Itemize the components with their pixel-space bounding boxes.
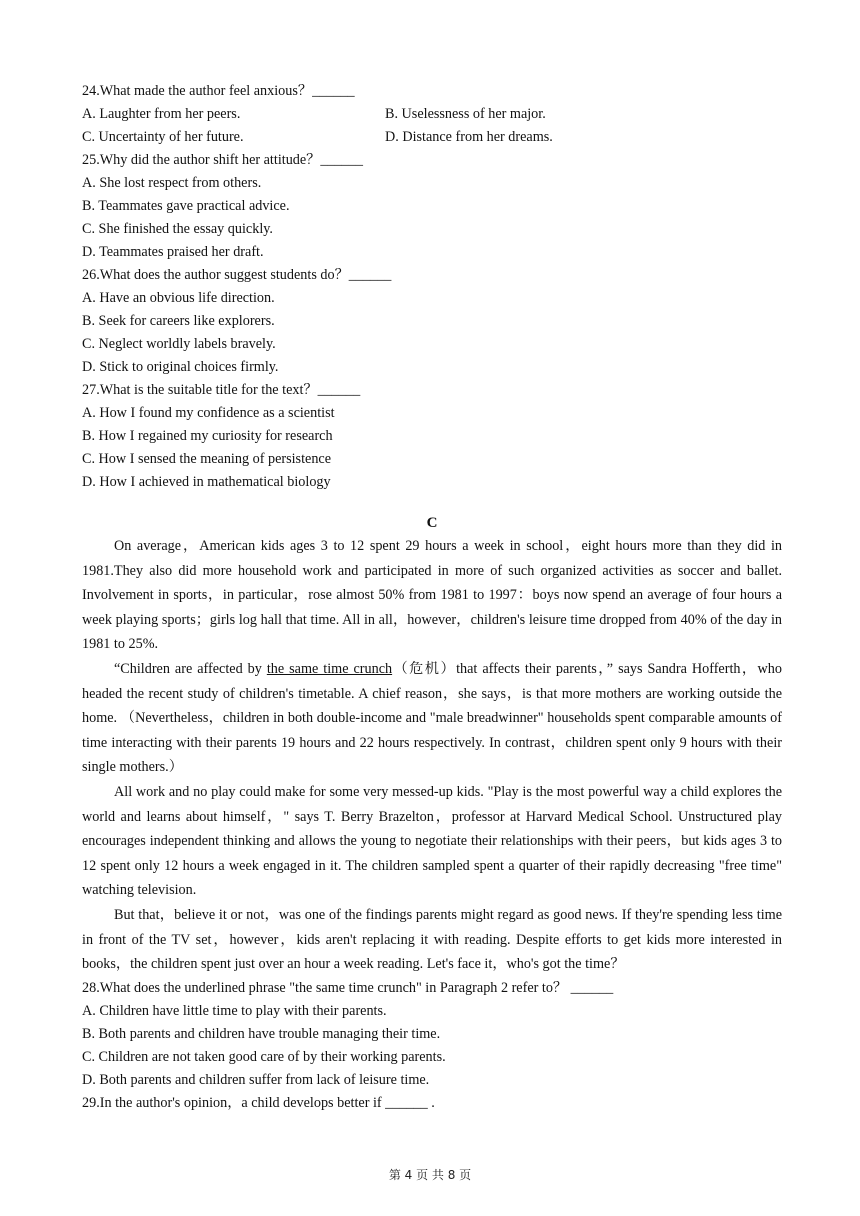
- question-stem: 25.Why did the author shift her attitude？______: [82, 152, 363, 168]
- option-d: D. How I achieved in mathematical biology: [82, 474, 331, 490]
- option-b: B. Teammates gave practical advice.: [82, 198, 290, 214]
- option-d: D. Distance from her dreams.: [385, 129, 553, 145]
- question-25: [82, 149, 782, 264]
- page-footer: 第 4 页 共 8 页: [388, 1168, 472, 1182]
- option-c: C. Children are not taken good care of by their working parents.: [82, 1048, 446, 1065]
- option-row: [82, 126, 782, 149]
- question-stem: 26.What does the author suggest students do？______: [82, 267, 392, 283]
- passage-c: [82, 534, 782, 977]
- exam-page: [82, 80, 782, 1115]
- paragraph-2-rest: （危机）that affects their parents，” says Sandra Hofferth，who headed the recent study of children's timetable. A chief reason，she says，is that more mothers are working outside the home. （Nevertheless，children in both double-income and "male breadwinner" households spent comparable amounts of time interacting with their parents 19 hours and 22 hours respectively. In contrast，children spent only 9 hours with their single mothers.）: [82, 660, 782, 776]
- option-b: B. Uselessness of her major.: [385, 106, 546, 122]
- question-24: [82, 80, 782, 149]
- option-row: [82, 103, 782, 126]
- question-26: [82, 264, 782, 379]
- option-b: B. Seek for careers like explorers.: [82, 313, 275, 329]
- option-a: A. She lost respect from others.: [82, 175, 262, 191]
- passage-paragraph-3: All work and no play could make for some very messed-up kids. "Play is the most powerful way a child explores the world and learns about himself，" says T. Berry Brazelton，professor at Harvard Medical School. Unstructured play encourages independent thinking and allows the young to negotiate their relationships with their peers，but kids ages 3 to 12 spent only 12 hours a week engaged in it. The children sampled spent a quarter of their rapidly decreasing "free time" watching television.: [82, 783, 782, 899]
- question-28: [82, 977, 782, 1092]
- question-stem: 27.What is the suitable title for the text？______: [82, 382, 361, 398]
- question-27: [82, 379, 782, 494]
- option-b: B. How I regained my curiosity for research: [82, 428, 333, 444]
- option-b: B. Both parents and children have trouble managing their time.: [82, 1025, 441, 1042]
- option-d: D. Teammates praised her draft.: [82, 244, 264, 260]
- option-d: D. Both parents and children suffer from lack of leisure time.: [82, 1071, 430, 1088]
- option-c: C. Uncertainty of her future.: [82, 129, 244, 145]
- passage-paragraph-2: [82, 657, 782, 780]
- option-d: D. Stick to original choices firmly.: [82, 359, 279, 375]
- option-a: A. Laughter from her peers.: [82, 106, 241, 122]
- question-stem: 24.What made the author feel anxious？______: [82, 83, 355, 99]
- option-c: C. She finished the essay quickly.: [82, 221, 273, 237]
- paragraph-2-lead: “Children are affected by: [114, 660, 267, 677]
- question-stem: 29.In the author's opinion，a child develops better if ______ .: [82, 1094, 435, 1111]
- question-stem: 28.What does the underlined phrase "the same time crunch" in Paragraph 2 refer to？ ______: [82, 979, 614, 996]
- underlined-phrase: the same time crunch: [266, 660, 393, 677]
- option-c: C. Neglect worldly labels bravely.: [82, 336, 276, 352]
- section-heading: C: [426, 515, 438, 531]
- option-a: A. Have an obvious life direction.: [82, 290, 275, 306]
- passage-paragraph-1: On average，American kids ages 3 to 12 spent 29 hours a week in school，eight hours more than they did in 1981.They also did more household work and participated in more of such organized activities as soccer and ballet. Involvement in sports，in particular，rose almost 50% from 1981 to 1997：boys now spend an average of four hours a week playing sports；girls log hall that time. All in all，however，children's leisure time dropped from 40% of the day in 1981 to 25%.: [82, 538, 782, 653]
- option-a: A. Children have little time to play with their parents.: [82, 1002, 387, 1019]
- option-c: C. How I sensed the meaning of persistence: [82, 451, 332, 467]
- option-a: A. How I found my confidence as a scientist: [82, 405, 335, 421]
- passage-paragraph-4: But that，believe it or not，was one of the findings parents might regard as good news. If they're spending less time in front of the TV set，however，kids aren't replacing it with reading. Despite efforts to get kids more interested in books，the children spent just over an hour a week reading. Let's face it，who's got the time？: [82, 906, 782, 973]
- question-29: [82, 1092, 782, 1115]
